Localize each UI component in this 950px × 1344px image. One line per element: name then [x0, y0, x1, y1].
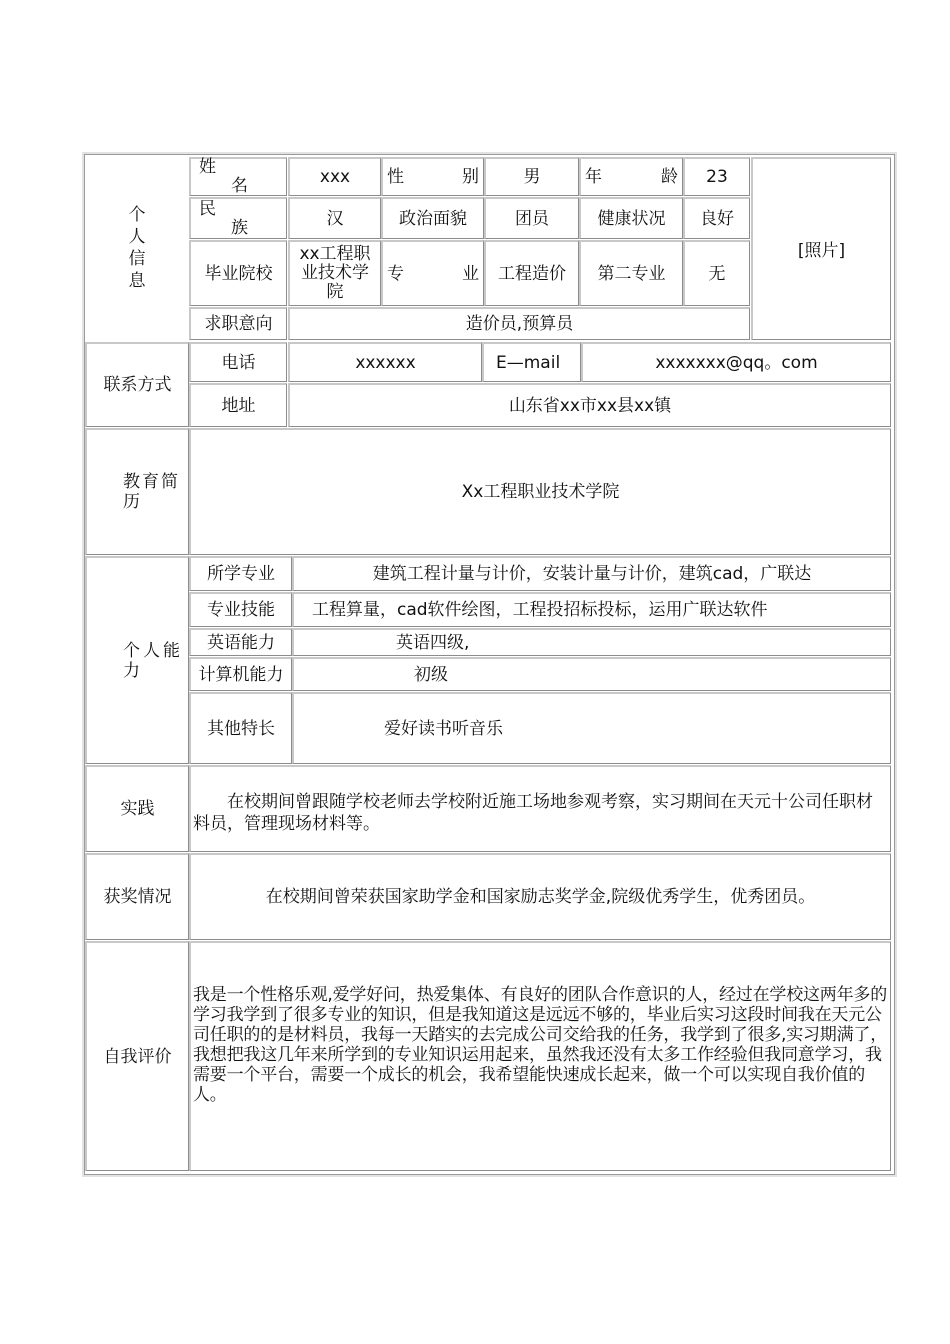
section-self-eval-label: 自我评价 [85, 941, 189, 1171]
age-value: 23 [683, 157, 750, 196]
section-practice-label: 实践 [85, 765, 189, 852]
school-value: xx工程职 业技术学 院 [288, 240, 381, 306]
english-value: 英语四级, [292, 628, 891, 656]
job-intent-label: 求职意向 [189, 307, 287, 340]
section-contact-label: 联系方式 [85, 342, 189, 427]
email-label: E—mail [482, 342, 581, 382]
computer-label: 计算机能力 [189, 657, 292, 691]
courses-value: 建筑工程计量与计价，安装计量与计价，建筑cad，广联达 [292, 556, 891, 591]
photo-placeholder: [照片] [751, 157, 891, 340]
major-value: 工程造价 [484, 240, 579, 306]
name-value: xxx [288, 157, 381, 196]
phone-value: xxxxxx [288, 342, 482, 382]
ethnicity-value: 汉 [288, 197, 381, 239]
gender-label: 性 别 [381, 157, 484, 196]
section-education-label: 教育简历 [85, 428, 189, 555]
resume-table [84, 154, 895, 1175]
health-label: 健康状况 [579, 197, 683, 239]
section-awards-label: 获奖情况 [85, 853, 189, 940]
political-value: 团员 [484, 197, 579, 239]
health-value: 良好 [683, 197, 750, 239]
email-value: xxxxxxx@qq。com [581, 342, 891, 382]
name-label: 姓 名 [189, 157, 287, 196]
major-label: 专 业 [381, 240, 484, 306]
school-label: 毕业院校 [189, 240, 287, 306]
ethnicity-label: 民 族 [189, 197, 287, 239]
address-value: 山东省xx市xx县xx镇 [288, 383, 891, 427]
courses-label: 所学专业 [189, 556, 292, 591]
address-label: 地址 [189, 383, 287, 427]
section-personal-label: 个人信息 [128, 205, 146, 291]
political-label: 政治面貌 [381, 197, 484, 239]
practice-text: 在校期间曾跟随学校老师去学校附近施工场地参观考察，实习期间在天元十公司任职材 料员，管理现场材料等。 [189, 765, 891, 852]
gender-value: 男 [484, 157, 579, 196]
education-value: Xx工程职业技术学院 [189, 428, 891, 555]
computer-value: 初级 [292, 657, 891, 691]
second-major-value: 无 [683, 240, 750, 306]
skills-value: 工程算量，cad软件绘图，工程投招标投标，运用广联达软件 [292, 592, 891, 627]
other-skills-label: 其他特长 [189, 692, 292, 764]
section-ability-label: 个人能力 [85, 556, 189, 764]
second-major-label: 第二专业 [579, 240, 683, 306]
awards-text: 在校期间曾荣获国家助学金和国家励志奖学金,院级优秀学生，优秀团员。 [189, 853, 891, 940]
age-label: 年 龄 [579, 157, 683, 196]
job-intent-value: 造价员,预算员 [288, 307, 750, 340]
other-skills-value: 爱好读书听音乐 [292, 692, 891, 764]
english-label: 英语能力 [189, 628, 292, 656]
skills-label: 专业技能 [189, 592, 292, 627]
phone-label: 电话 [189, 342, 287, 382]
self-eval-text: 我是一个性格乐观,爱学好问，热爱集体、有良好的团队合作意识的人，经过在学校这两年多的学习我学到了很多专业的知识，但是我知道这是远远不够的，毕业后实习这段时间我在天元公司任职的的是材料员，我每一天踏实的去完成公司交给我的任务，我学到了很多,实习期满了，我想把我这几年来所学到的专业知识运用起来，虽然我还没有太多工作经验但我同意学习，我需要一个平台，需要一个成长的机会，我希望能快速成长起来，做一个可以实现自我价值的人。 [189, 941, 891, 1171]
